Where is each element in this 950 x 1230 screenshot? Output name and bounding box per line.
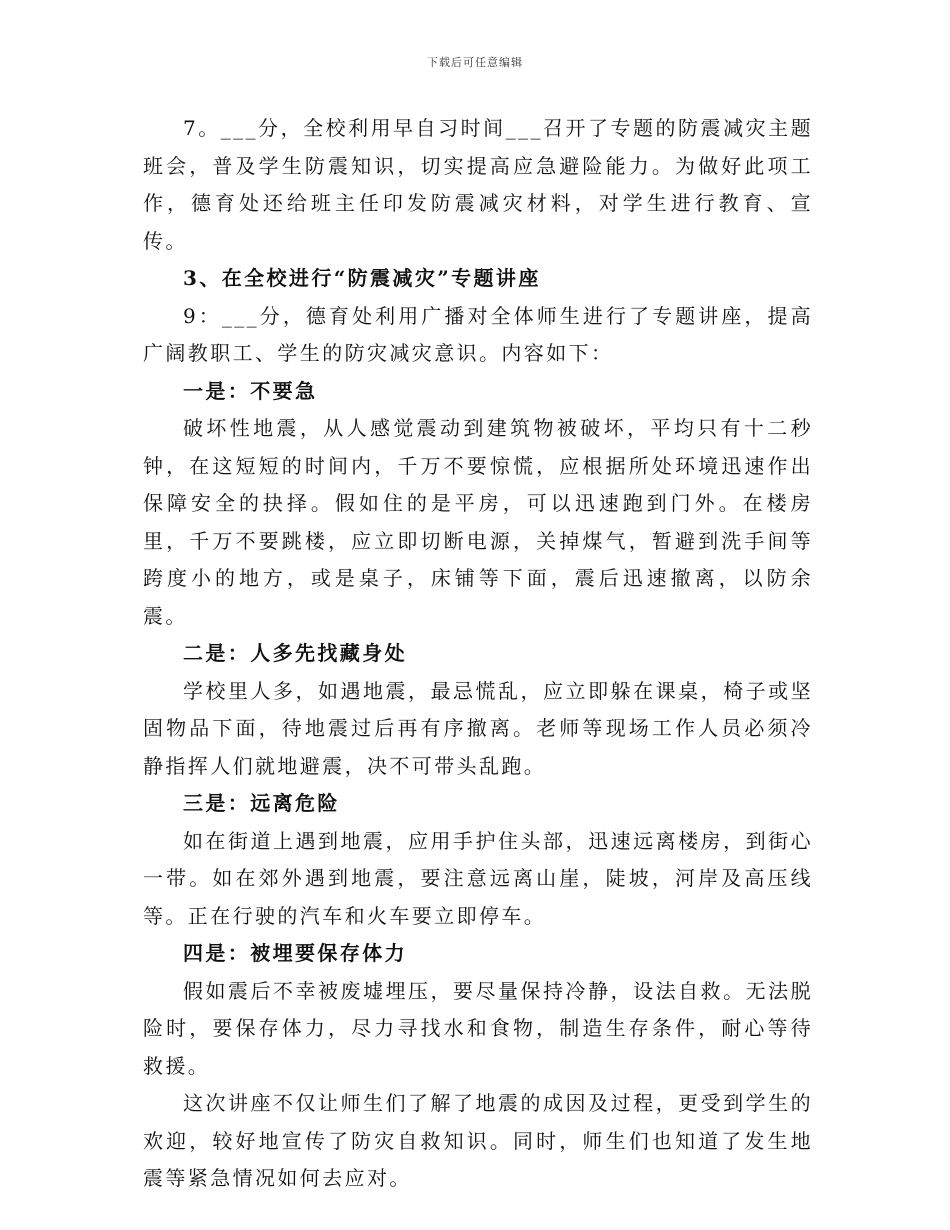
paragraph-conclusion: 这次讲座不仅让师生们了解了地震的成因及过程，更受到学生的欢迎，较好地宣传了防灾自救知识。同时，师生们也知道了发生地震等紧急情况如何去应对。 (143, 1091, 813, 1190)
page-header-note: 下载后可任意编辑 (427, 56, 523, 69)
subheading-point-three: 三是：远离危险 (183, 791, 340, 815)
paragraph-point-one: 破坏性地震，从人感觉震动到建筑物被破坏，平均只有十二秒钟，在这短短的时间内，千万不要惊慌，应根据所处环境迅速作出保障安全的抉择。假如住的是平房，可以迅速跑到门外。在楼房里，千万不要跳楼，应立即切断电源，关掉煤气，暂避到洗手间等跨度小的地方，或是桌子，床铺等下面，震后迅速撤离，以防余震。 (143, 416, 813, 628)
paragraph-point-three: 如在街道上遇到地震，应用手护住头部，迅速远离楼房，到街心一带。如在郊外遇到地震，要注意远离山崖，陡坡，河岸及高压线等。正在行驶的汽车和火车要立即停车。 (143, 828, 813, 928)
section-heading-lecture: 3、在全校进行“防震减灾”专题讲座 (183, 266, 541, 290)
paragraph-class-meeting: 7。___分，全校利用早自习时间___召开了专题的防震减灾主题班会，普及学生防震知识，切实提高应急避险能力。为做好此项工作，德育处还给班主任印发防震减灾材料，对学生进行教育、宣传。 (143, 116, 813, 253)
subheading-point-two: 二是：人多先找藏身处 (183, 641, 407, 665)
paragraph-point-four: 假如震后不幸被废墟埋压，要尽量保持冷静，设法自救。无法脱险时，要保存体力，尽力寻找水和食物，制造生存条件，耐心等待救援。 (143, 978, 813, 1078)
subheading-point-one: 一是：不要急 (183, 378, 318, 403)
document-body (143, 110, 813, 1198)
paragraph-broadcast-lecture: 9：___分，德育处利用广播对全体师生进行了专题讲座，提高广阔教职工、学生的防灾减灾意识。内容如下： (143, 303, 813, 365)
subheading-point-four: 四是：被埋要保存体力 (183, 941, 407, 965)
paragraph-point-two: 学校里人多，如遇地震，最忌慌乱，应立即躲在课桌，椅子或坚固物品下面，待地震过后再有序撤离。老师等现场工作人员必须冷静指挥人们就地避震，决不可带头乱跑。 (143, 678, 813, 778)
